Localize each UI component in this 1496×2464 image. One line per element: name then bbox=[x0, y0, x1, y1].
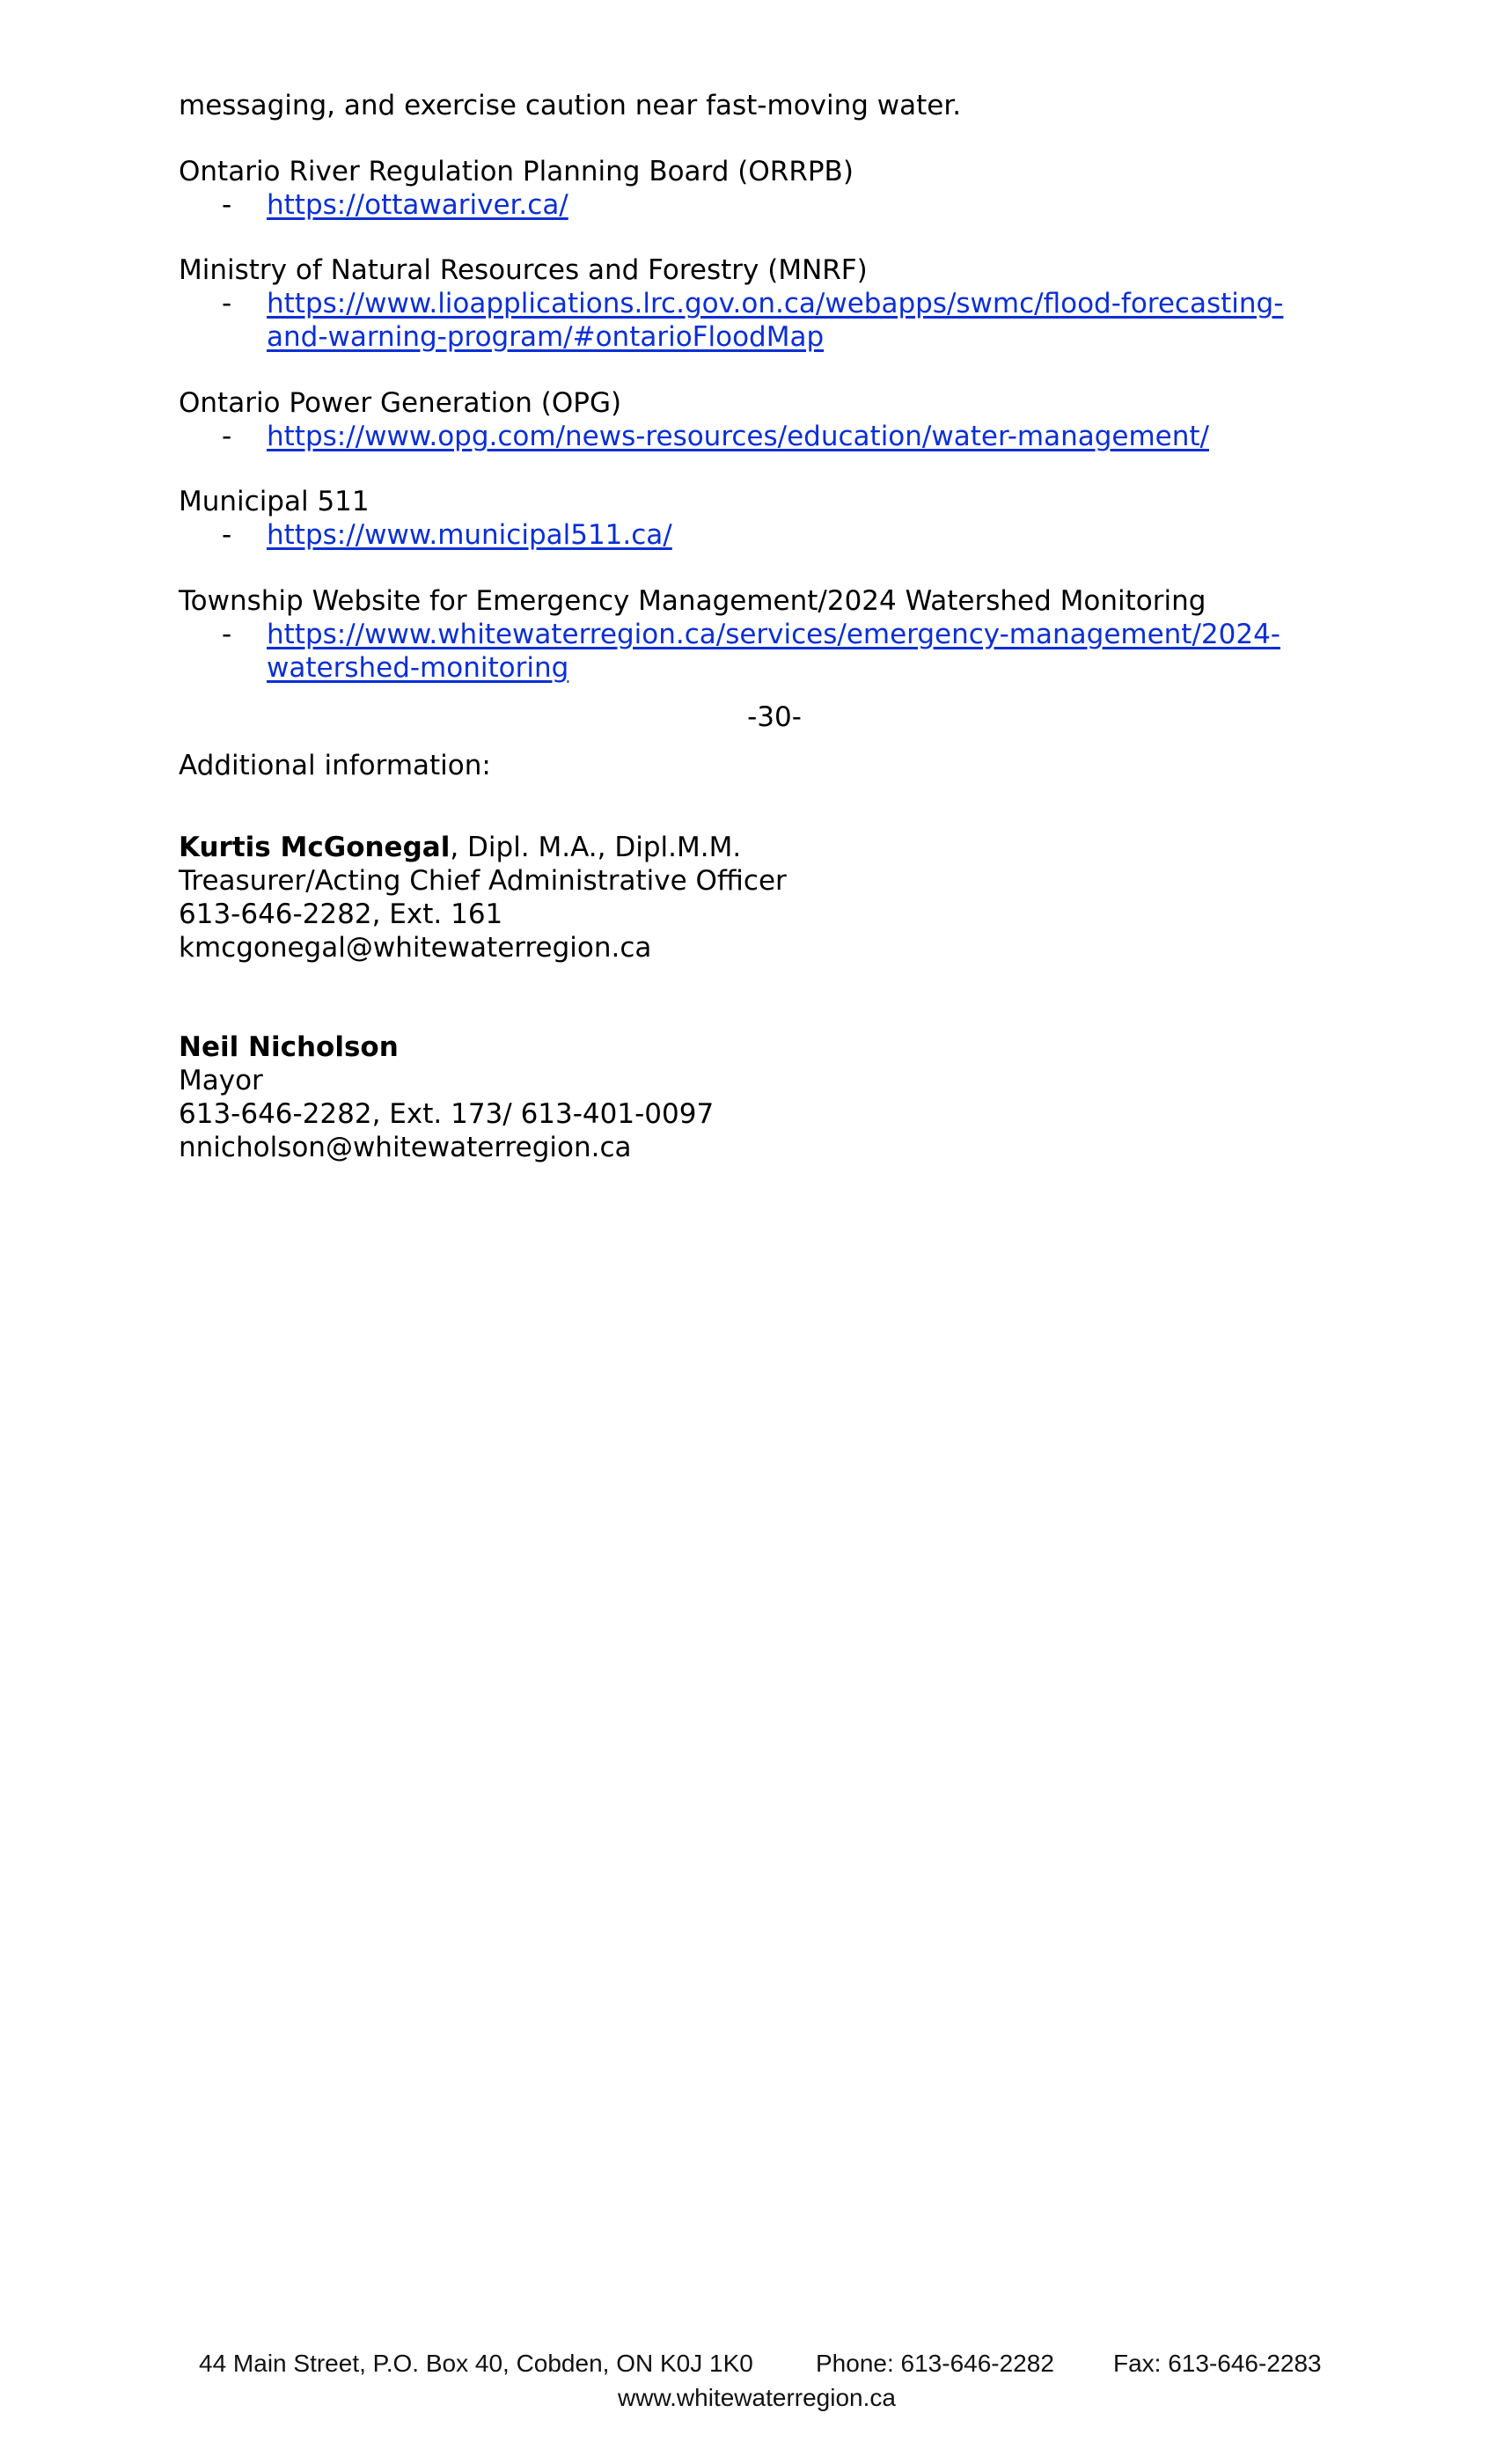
footer-website: www.whitewaterregion.ca bbox=[618, 2384, 896, 2411]
contact-name: Kurtis McGonegal bbox=[179, 832, 451, 863]
resource-org-township: Township Website for Emergency Management/2024 Watershed Monitoring bbox=[179, 585, 1206, 617]
contact-phone: 613-646-2282, Ext. 161 bbox=[179, 898, 503, 930]
link-township-line-1[interactable]: https://www.whitewaterregion.ca/services/emergency-management/2024- bbox=[267, 619, 1280, 650]
footer-fax: Fax: 613-646-2283 bbox=[1113, 2350, 1322, 2377]
bullet-dash: - bbox=[222, 421, 232, 452]
link-township-line-2[interactable]: watershed-monitoring bbox=[267, 652, 569, 684]
contact-credentials: , Dipl. M.A., Dipl.M.M. bbox=[450, 832, 742, 863]
contact-email: kmcgonegal@whitewaterregion.ca bbox=[179, 932, 652, 964]
bullet-dash: - bbox=[222, 189, 232, 221]
bullet-dash: - bbox=[222, 519, 232, 551]
contact-title: Mayor bbox=[179, 1065, 263, 1096]
contact-name-line bbox=[179, 831, 741, 864]
bullet-dash: - bbox=[222, 619, 232, 650]
contact-name: Neil Nicholson bbox=[179, 1031, 399, 1063]
footer-address: 44 Main Street, P.O. Box 40, Cobden, ON K0J 1K0 bbox=[199, 2350, 753, 2377]
resource-org-municipal511: Municipal 511 bbox=[179, 486, 370, 517]
link-municipal511[interactable]: https://www.municipal511.ca/ bbox=[267, 519, 672, 551]
link-mnrf-line-2[interactable]: and-warning-program/#ontarioFloodMap bbox=[267, 321, 825, 353]
link-mnrf-line-1[interactable]: https://www.lioapplications.lrc.gov.on.ca/webapps/swmc/flood-forecasting- bbox=[267, 288, 1284, 319]
footer-phone: Phone: 613-646-2282 bbox=[816, 2350, 1054, 2377]
link-orrpb[interactable]: https://ottawariver.ca/ bbox=[267, 189, 568, 221]
contact-email: nnicholson@whitewaterregion.ca bbox=[179, 1132, 632, 1163]
resource-org-orrpb: Ontario River Regulation Planning Board (ORRPB) bbox=[179, 156, 854, 187]
link-opg[interactable]: https://www.opg.com/news-resources/education/water-management/ bbox=[267, 421, 1209, 452]
contact-title: Treasurer/Acting Chief Administrative Officer bbox=[179, 865, 787, 897]
contact-phone: 613-646-2282, Ext. 173/ 613-401-0097 bbox=[179, 1098, 715, 1130]
resource-org-opg: Ontario Power Generation (OPG) bbox=[179, 387, 622, 419]
resource-org-mnrf: Ministry of Natural Resources and Forestry (MNRF) bbox=[179, 254, 868, 286]
page-number: -30- bbox=[747, 701, 802, 733]
intro-paragraph-tail: messaging, and exercise caution near fast-moving water. bbox=[179, 90, 962, 121]
bullet-dash: - bbox=[222, 288, 232, 319]
additional-info-heading: Additional information: bbox=[179, 750, 491, 781]
